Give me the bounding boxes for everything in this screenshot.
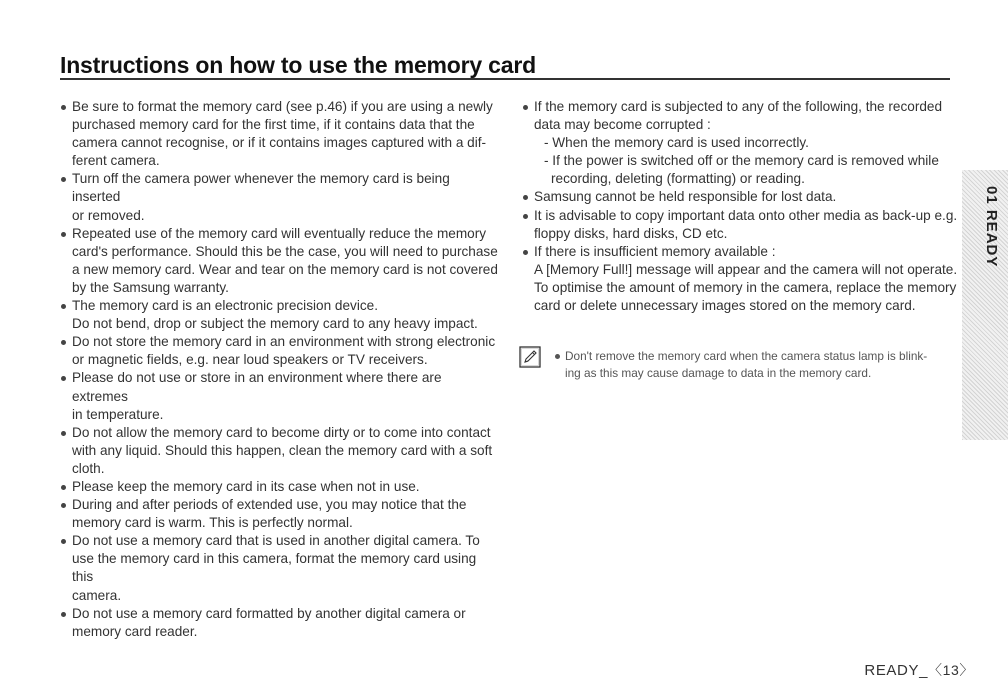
bullet-icon — [61, 485, 66, 490]
bullet-icon — [61, 376, 66, 381]
right-column — [522, 98, 958, 315]
title-underline — [60, 78, 950, 80]
bullet-item: If there is insufficient memory available : A [Memory Full!] message will appear and the camera will not operate. To optimise the amount of memory in the camera, replace the memory card or delete unnecessary images stored on the memory card. — [522, 243, 958, 315]
page-footer — [864, 660, 974, 680]
chapter-tab-label: 01 READY — [983, 186, 1000, 268]
bullet-icon — [61, 105, 66, 110]
bullet-icon — [61, 503, 66, 508]
bullet-item: Please keep the memory card in its case when not in use. — [60, 478, 500, 496]
bullet-icon — [61, 539, 66, 544]
bullet-icon — [523, 195, 528, 200]
bullet-item: Samsung cannot be held responsible for lost data. — [522, 188, 958, 206]
left-column — [60, 98, 500, 641]
bullet-icon — [555, 354, 560, 359]
bullet-item: Please do not use or store in an environment where there are extremes in temperature. — [60, 369, 500, 423]
page-title: Instructions on how to use the memory card — [60, 52, 536, 78]
sub-item: - When the memory card is used incorrectly. — [544, 135, 809, 151]
note-box — [519, 346, 959, 386]
sub-item: - If the power is switched off or the memory card is removed while recording, deleting (formatting) or reading. — [544, 153, 939, 187]
bullet-item: Do not use a memory card that is used in another digital camera. To use the memory card in this camera, format the memory card using this camera. — [60, 532, 500, 604]
bullet-icon — [61, 340, 66, 345]
bullet-item: During and after periods of extended use, you may notice that the memory card is warm. This is perfectly normal. — [60, 496, 500, 532]
bullet-icon — [61, 177, 66, 182]
chapter-tab — [962, 170, 1008, 440]
bullet-item: Do not use a memory card formatted by another digital camera or memory card reader. — [60, 605, 500, 641]
bullet-item: Repeated use of the memory card will eventually reduce the memory card's performance. Should this be the case, you will need to purchase a new memory card. Wear and tear on the memory card is not covered by the Samsung warranty. — [60, 225, 500, 297]
bullet-item: Be sure to format the memory card (see p.46) if you are using a newly purchased memory card for the first time, if it contains data that the camera cannot recognise, or if it contains images captured with a dif- ferent camera. — [60, 98, 500, 170]
bullet-icon — [61, 304, 66, 309]
bullet-item: Do not store the memory card in an environment with strong electronic or magnetic fields, e.g. near loud speakers or TV receivers. — [60, 333, 500, 369]
bullet-icon — [523, 105, 528, 110]
note-text: Don't remove the memory card when the camera status lamp is blink- ing as this may cause damage to data in the memory card. — [555, 348, 965, 381]
page-number: 〈13〉 — [928, 662, 974, 678]
bullet-item: The memory card is an electronic precision device. Do not bend, drop or subject the memory card to any heavy impact. — [60, 297, 500, 333]
bullet-icon — [61, 431, 66, 436]
bullet-item: Turn off the camera power whenever the memory card is being inserted or removed. — [60, 170, 500, 224]
bullet-icon — [61, 612, 66, 617]
bullet-icon — [523, 214, 528, 219]
bullet-item: It is advisable to copy important data onto other media as back-up e.g. floppy disks, hard disks, CD etc. — [522, 207, 958, 243]
footer-section: READY_ — [864, 662, 929, 679]
note-pencil-icon — [519, 346, 541, 368]
bullet-item: If the memory card is subjected to any of the following, the recorded data may become corrupted : - When the memory card is used incorrectly. - If the power is switched off or the memory card is removed while recording, deleting (formatting) or reading. — [522, 98, 958, 188]
bullet-icon — [61, 232, 66, 237]
bullet-icon — [523, 250, 528, 255]
bullet-item: Do not allow the memory card to become dirty or to come into contact with any liquid. Should this happen, clean the memory card with a soft cloth. — [60, 424, 500, 478]
